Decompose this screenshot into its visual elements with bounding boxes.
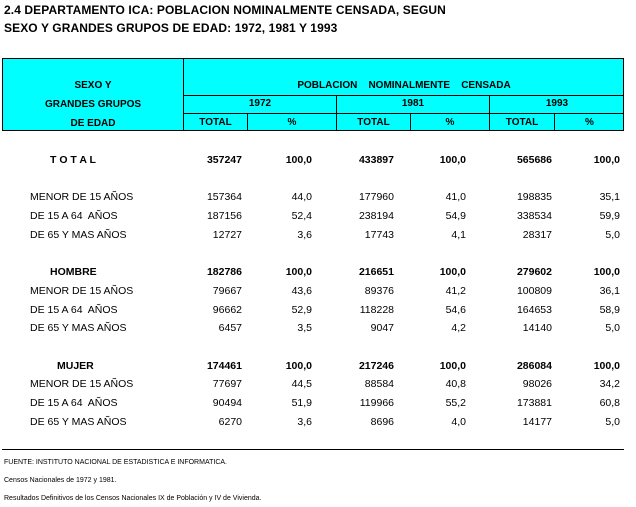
value-pct-1981: 100,0 <box>439 360 466 372</box>
value-total-1993: 14140 <box>522 322 552 334</box>
value-total-1981: 9047 <box>370 322 394 334</box>
value-total-1972: 182786 <box>206 266 242 278</box>
value-total-1981: 89376 <box>364 285 394 297</box>
value-total-1972: 157364 <box>206 191 242 203</box>
value-pct-1993: 36,1 <box>599 285 620 297</box>
value-total-1981: 8696 <box>370 416 394 428</box>
value-total-1972: 6270 <box>218 416 242 428</box>
value-pct-1972: 3,6 <box>297 416 312 428</box>
value-total-1993: 173881 <box>516 397 552 409</box>
year-header-1993: 1993 <box>545 98 569 109</box>
value-pct-1993: 100,0 <box>593 154 620 166</box>
footer-note-2: Resultados Definitivos de los Censos Nacionales IX de Población y IV de Vivienda. <box>4 495 262 502</box>
value-total-1993: 286084 <box>516 360 552 372</box>
stub-header-line2: GRANDES GRUPOS <box>44 99 142 110</box>
value-total-1972: 12727 <box>212 229 242 241</box>
section-label-mujer: MUJER <box>57 360 94 372</box>
value-pct-1972: 100,0 <box>285 266 312 278</box>
value-total-1993: 279602 <box>516 266 552 278</box>
group-header: POBLACION NOMINALMENTE CENSADA <box>297 80 511 91</box>
row-label: MENOR DE 15 AÑOS <box>30 191 134 203</box>
value-pct-1981: 54,9 <box>445 210 466 222</box>
col-header-pct: % <box>287 117 297 128</box>
stub-header-line3: DE EDAD <box>70 118 116 129</box>
value-total-1993: 14177 <box>522 416 552 428</box>
footer-note-1: Censos Nacionales de 1972 y 1981. <box>4 477 117 484</box>
value-total-1972: 6457 <box>218 322 242 334</box>
value-total-1993: 565686 <box>516 154 552 166</box>
value-pct-1981: 41,0 <box>445 191 466 203</box>
value-total-1981: 119966 <box>359 397 394 409</box>
value-pct-1993: 59,9 <box>599 210 620 222</box>
value-pct-1981: 4,0 <box>451 416 466 428</box>
value-total-1993: 164653 <box>516 304 552 316</box>
table-title-line2: SEXO Y GRANDES GRUPOS DE EDAD: 1972, 1981 Y 1993 <box>4 21 338 35</box>
value-pct-1981: 4,1 <box>451 229 466 241</box>
value-pct-1993: 5,0 <box>605 322 620 334</box>
value-total-1981: 433897 <box>358 154 394 166</box>
row-label: MENOR DE 15 AÑOS <box>30 285 134 297</box>
table-title-line1: 2.4 DEPARTAMENTO ICA: POBLACION NOMINALMENTE CENSADA, SEGUN <box>4 3 446 17</box>
value-total-1981: 17743 <box>364 229 394 241</box>
value-pct-1972: 51,9 <box>291 397 312 409</box>
value-total-1993: 198835 <box>516 191 552 203</box>
value-pct-1981: 4,2 <box>451 322 466 334</box>
value-total-1972: 174461 <box>206 360 242 372</box>
value-total-1972: 96662 <box>212 304 242 316</box>
year-header-1981: 1981 <box>401 98 425 109</box>
value-total-1993: 98026 <box>522 378 552 390</box>
value-pct-1993: 34,2 <box>599 378 620 390</box>
value-pct-1972: 52,4 <box>291 210 312 222</box>
value-total-1972: 77697 <box>212 378 242 390</box>
row-label: DE 15 A 64 AÑOS <box>30 397 118 409</box>
value-pct-1972: 100,0 <box>285 360 312 372</box>
stub-header-line1: SEXO Y <box>74 80 112 91</box>
table-bottom-rule <box>2 449 624 450</box>
value-total-1981: 216651 <box>358 266 394 278</box>
col-header-total: TOTAL <box>505 117 539 128</box>
value-pct-1981: 54,6 <box>445 304 466 316</box>
value-pct-1972: 43,6 <box>291 285 312 297</box>
value-pct-1993: 35,1 <box>599 191 620 203</box>
section-label-total: T O T A L <box>50 154 96 166</box>
year-header-1972: 1972 <box>248 98 272 109</box>
value-total-1981: 177960 <box>358 191 394 203</box>
row-label: DE 65 Y MAS AÑOS <box>30 416 127 428</box>
col-header-total: TOTAL <box>357 117 390 128</box>
section-label-hombre: HOMBRE <box>50 266 97 278</box>
value-total-1972: 79667 <box>212 285 242 297</box>
row-label: DE 15 A 64 AÑOS <box>30 304 118 316</box>
value-pct-1993: 100,0 <box>593 266 620 278</box>
header-rule-cols <box>183 113 624 114</box>
row-label: DE 65 Y MAS AÑOS <box>30 229 127 241</box>
value-total-1993: 100809 <box>516 285 552 297</box>
value-pct-1972: 3,5 <box>297 322 312 334</box>
value-total-1972: 187156 <box>206 210 242 222</box>
value-pct-1981: 40,8 <box>445 378 466 390</box>
value-total-1972: 90494 <box>212 397 242 409</box>
row-label: MENOR DE 15 AÑOS <box>30 378 134 390</box>
value-pct-1981: 55,2 <box>445 397 466 409</box>
value-total-1981: 238194 <box>358 210 394 222</box>
value-pct-1993: 100,0 <box>593 360 620 372</box>
value-pct-1972: 3,6 <box>297 229 312 241</box>
col-header-pct: % <box>445 117 455 128</box>
value-total-1981: 118228 <box>359 304 394 316</box>
value-pct-1993: 60,8 <box>599 397 620 409</box>
header-rule-years <box>183 95 624 96</box>
value-pct-1972: 100,0 <box>285 154 312 166</box>
value-pct-1972: 52,9 <box>291 304 312 316</box>
value-pct-1981: 100,0 <box>439 154 466 166</box>
value-total-1972: 357247 <box>206 154 242 166</box>
col-header-total: TOTAL <box>199 117 232 128</box>
row-label: DE 65 Y MAS AÑOS <box>30 322 127 334</box>
value-pct-1993: 5,0 <box>605 229 620 241</box>
footer-source: FUENTE: INSTITUTO NACIONAL DE ESTADISTICA E INFORMATICA. <box>4 459 227 466</box>
value-total-1993: 28317 <box>522 229 552 241</box>
value-pct-1972: 44,0 <box>291 191 312 203</box>
value-pct-1993: 5,0 <box>605 416 620 428</box>
value-pct-1993: 58,9 <box>599 304 620 316</box>
col-header-pct: % <box>585 117 594 128</box>
value-pct-1972: 44,5 <box>291 378 312 390</box>
value-total-1993: 338534 <box>516 210 552 222</box>
value-pct-1981: 100,0 <box>439 266 466 278</box>
value-total-1981: 88584 <box>364 378 394 390</box>
value-total-1981: 217246 <box>358 360 394 372</box>
row-label: DE 15 A 64 AÑOS <box>30 210 118 222</box>
value-pct-1981: 41,2 <box>445 285 466 297</box>
